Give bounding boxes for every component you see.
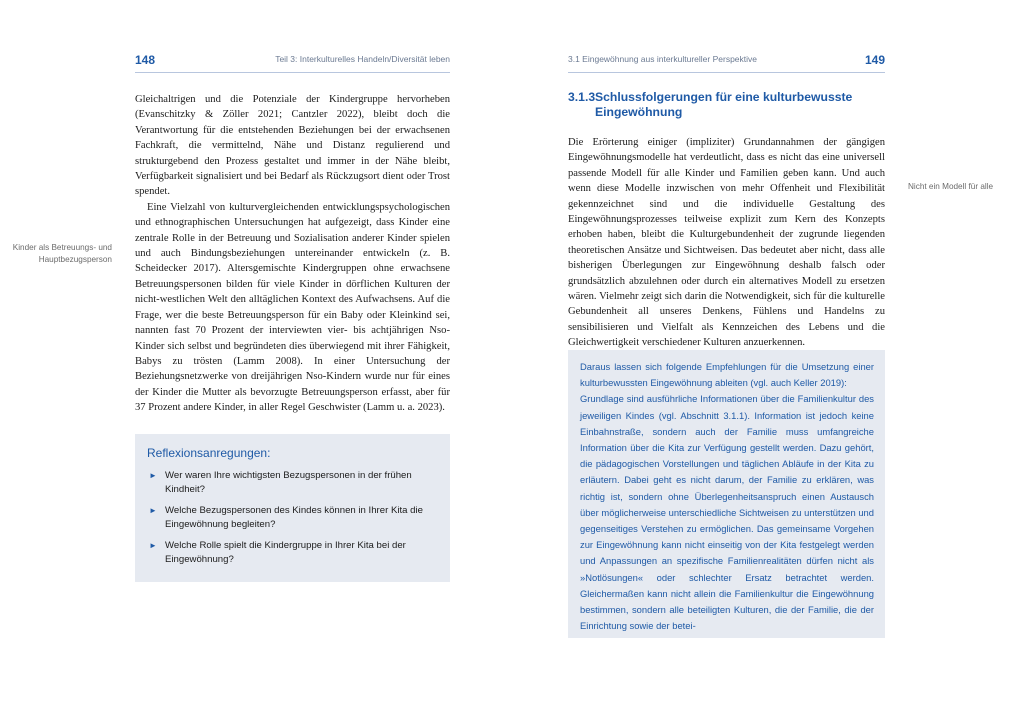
running-head-right: 3.1 Eingewöhnung aus interkultureller Perspektive <box>568 54 758 64</box>
paragraph: Eine Vielzahl von kulturvergleichenden entwicklungspsychologischen und ethnographischen Untersuchungen hat aufgezeigt, dass Kinder eine zentrale Rolle in der Betreuung und Sozialisation anderer Kinder spielen und auch Bindungsbeziehungen untereinander entwickeln (z. B. Scheidecker 2017). Altersgemischte Kindergruppen ohne erwachsene Betreuungspersonen bilden für viele Kinder in dörflichen Kulturen der nicht-westlichen Welt den alltäglichen Kontext des Aufwachsens. Auf die Frage, wer die beste Betreuungsperson für ein Baby oder Kleinkind sei, nannten fast 70 Prozent der interviewten vier- bis achtjährigen Nso-Kinder sich selbst und begründeten dies überwiegend mit ihrer Fähigkeit, Babys zu trösten (Lamm 2008). In einer Untersuchung der Beziehungsnetzwerke von dreijährigen Nso-Kindern wurde nur für eines der Kinder die Mutter als bevorzugte Betreuungsperson erfasst, aber für 37 Prozent andere Kinder, in aller Regel Geschwister (Lamm u. a. 2023). <box>135 201 450 414</box>
body-text-right <box>568 135 885 351</box>
margin-note-left: Kinder als Betreuungs- und Hauptbezugsperson <box>12 243 112 264</box>
paragraph: Gleichaltrigen und die Potenziale der Kindergruppe hervorheben (Evanschitzky & Zöller 2021; Cantzler 2022), bleibt doch die Verantwortung für die entstehenden Beziehungen bei der erwachsenen Fachkraft, die vermittelnd, Nähe und Distanz regulierend und strukturgebend den Prozess gestaltet und immer in der Nähe bleibt, Verfügbarkeit signalisiert und bei Bedarf als Rückzugsort dient oder Trost spendet. <box>135 94 450 198</box>
page-number-left: 148 <box>135 53 156 67</box>
triangle-right-icon: ► <box>149 506 157 515</box>
triangle-right-icon: ► <box>149 471 157 480</box>
reflection-list <box>149 469 439 574</box>
recommendation-text <box>580 359 874 634</box>
list-item <box>149 469 439 497</box>
list-item <box>149 539 439 567</box>
list-item-text: Wer waren Ihre wichtigsten Bezugspersonen in der frühen Kindheit? <box>165 470 412 495</box>
running-head-left: Teil 3: Interkulturelles Handeln/Diversität leben <box>275 54 450 64</box>
section-title: Schlussfolgerungen für eine kulturbewusste Eingewöhnung <box>595 90 853 119</box>
margin-note-right: Nicht ein Modell für alle <box>908 182 994 191</box>
page-header-right <box>568 50 885 73</box>
list-item-text: Welche Bezugspersonen des Kindes können in Ihrer Kita die Eingewöhnung begleiten? <box>165 505 423 530</box>
reflection-title: Reflexionsanregungen: <box>147 446 271 460</box>
body-text-left <box>135 92 450 416</box>
recommendation-intro: Daraus lassen sich folgende Empfehlungen für die Umsetzung einer kulturbewussten Eingewöhnung ableiten (vgl. auch Keller 2019): <box>580 361 874 389</box>
paragraph: Die Erörterung einiger (impliziter) Grundannahmen der gängigen Eingewöhnungsmodelle hat verdeutlicht, dass es nicht das eine universell passende Modell für alle Kinder und Familien geben kann. Und auch wenn diese Modelle inzwischen von mehr Offenheit und Flexibilität gekennzeichnet sind und die individuelle Gestaltung des Eingewöhnungsprozesses teilweise explizit zum Kern des Konzepts erhoben haben, bleibt die Kulturgebundenheit der zugrunde liegenden theoretischen Ansätze und Sichtweisen. Das bedeutet aber nicht, dass alle bisherigen Überlegungen zur Eingewöhnung deshalb falsch oder grundsätzlich abzulehnen oder durch ein alternatives Modell zu ersetzen wären. Vielmehr zeigt sich darin die Notwendigkeit, sich für die kulturelle Gebundenheit all unseres Denkens, Fühlens und Handelns zu sensibilisieren und Vielfalt als Kennzeichen des Lebens und die Gleichwertigkeit verschiedener Kulturen anzuerkennen. <box>568 137 885 349</box>
section-number: 3.1.3 <box>568 90 596 104</box>
triangle-right-icon: ► <box>149 541 157 550</box>
list-item <box>149 504 439 532</box>
reflection-box <box>135 434 450 582</box>
page-header-left <box>135 50 450 73</box>
page-number-right: 149 <box>864 53 885 67</box>
list-item-text: Welche Rolle spielt die Kindergruppe in Ihrer Kita bei der Eingewöhnung? <box>165 540 406 565</box>
recommendation-box <box>568 350 885 638</box>
recommendation-body: Grundlage sind ausführliche Informationen über die Familienkultur des jeweiligen Kindes (vgl. Abschnitt 3.1.1). Information ist jedoch keine Einbahnstraße, sondern auch der Familie muss umfangreiche Information über die Kita zur Verfügung gestellt werden. Dazu gehört, die pädagogischen Vorstellungen und täglichen Abläufe in der Kita zu erläutern. Dabei geht es nicht darum, der Familie zu erklären, was richtig ist, sondern ohne Überlegenheitsanspruch einen Austausch über möglicherweise unterschiedliche Sichtweisen zu unterstützen und gegenseitiges Verstehen zu ermöglichen. Das gemeinsame Vorgehen zur Eingewöhnung kann nicht einseitig von der Kita festgelegt werden und Anpassungen an spezifische Familienrealitäten dürfen nicht als »Notlösungen« oder schlechter Ersatz betrachtet werden. Gleichermaßen kann nicht allein die Familienkultur die Eingewöhnung bestimmen, sondern alle beteiligten Kulturen, die der Familie, die der Einrichtung sowie der betei- <box>580 393 874 632</box>
right-page <box>510 0 1020 720</box>
